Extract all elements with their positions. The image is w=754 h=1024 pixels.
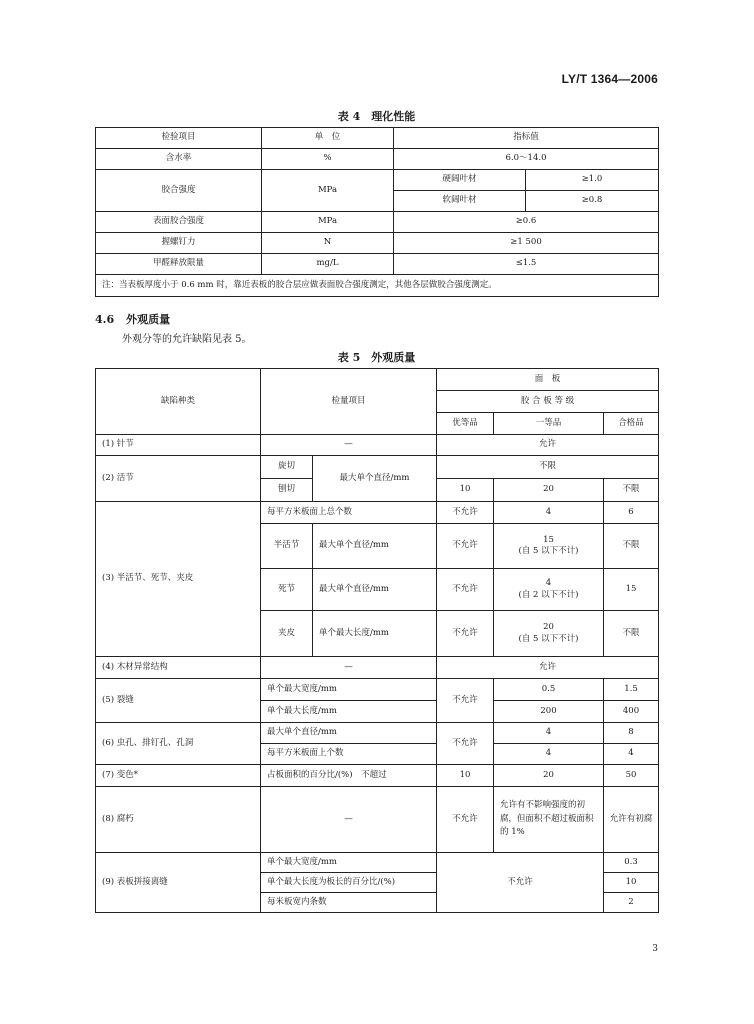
value-line: 15 xyxy=(543,534,554,545)
table-note: 注：当表板厚度小于 0.6 mm 时，靠近表板的胶合层应做表面胶合强度测定，其他各层做胶合强度测定。 xyxy=(96,275,659,297)
table-cell: 1.5 xyxy=(604,679,659,701)
table-cell: (1) 针节 xyxy=(96,435,261,456)
section-title: 外观质量 xyxy=(126,313,171,326)
table-cell: 20 xyxy=(494,765,604,787)
table-row xyxy=(96,456,659,479)
table-row xyxy=(96,502,659,524)
value-line: 4 xyxy=(545,578,552,589)
table-cell: 4 xyxy=(494,502,604,524)
table-cell xyxy=(494,569,604,611)
table-cell: 不允许 xyxy=(437,853,604,913)
table-cell: 最大单个直径/mm xyxy=(313,456,437,502)
table-cell: 占板面积的百分比/(%) 不超过 xyxy=(261,765,437,787)
header-cell: 胶 合 板 等 级 xyxy=(437,391,659,413)
table-cell: 不允许 xyxy=(437,723,494,765)
table-cell: (5) 裂缝 xyxy=(96,679,261,723)
table-cell: 软阔叶材 xyxy=(394,191,526,212)
table-cell: 刨切 xyxy=(261,479,313,502)
table-row xyxy=(96,149,659,170)
table-cell: 最大单个直径/mm xyxy=(261,723,437,744)
table5-caption: 表 5 外观质量 xyxy=(337,351,416,364)
table-cell: 单个最大宽度/mm xyxy=(261,853,437,873)
table-cell: 死节 xyxy=(261,569,313,611)
table-cell: (4) 木材异常结构 xyxy=(96,657,261,679)
table-cell: ≥1 500 xyxy=(394,233,659,254)
table-cell: 胶合强度 xyxy=(96,170,262,212)
table-cell: (3) 半活节、死节、夹皮 xyxy=(96,502,261,657)
table-cell: 4 xyxy=(494,723,604,744)
table-cell: 表面胶合强度 xyxy=(96,212,262,233)
table-cell: ≥0.6 xyxy=(394,212,659,233)
table-row xyxy=(96,254,659,275)
header-cell: 指标值 xyxy=(394,128,659,149)
table-cell: % xyxy=(262,149,394,170)
table-cell: 400 xyxy=(604,701,659,723)
table-cell xyxy=(494,611,604,657)
table-cell: MPa xyxy=(262,212,394,233)
table-cell: 10 xyxy=(437,765,494,787)
header-cell: 检量项目 xyxy=(261,369,437,435)
table-cell: 不限 xyxy=(437,456,659,479)
table-cell: 2 xyxy=(604,893,659,913)
table-cell: — xyxy=(261,657,437,679)
table-cell: N xyxy=(262,233,394,254)
table-row xyxy=(96,657,659,679)
table-cell: 不限 xyxy=(604,611,659,657)
table-row xyxy=(96,435,659,456)
table-cell: 0.5 xyxy=(494,679,604,701)
header-cell: 缺陷种类 xyxy=(96,369,261,435)
table-cell: 不允许 xyxy=(437,611,494,657)
header-cell: 检验项目 xyxy=(96,128,262,149)
table-cell: 允许 xyxy=(437,657,659,679)
table-row xyxy=(96,853,659,873)
table5-appearance-quality xyxy=(95,368,659,913)
table-cell: 不允许 xyxy=(437,679,494,723)
table-cell: (7) 变色* xyxy=(96,765,261,787)
section-paragraph: 外观分等的允许缺陷见表 5。 xyxy=(122,334,252,345)
table-cell: 单个最大长度为板长的百分比/(%) xyxy=(261,873,437,893)
table-cell: 6.0～14.0 xyxy=(394,149,659,170)
table-cell: 8 xyxy=(604,723,659,744)
table-row xyxy=(96,765,659,787)
table-cell: 最大单个直径/mm xyxy=(313,569,437,611)
table-cell: 单个最大长度/mm xyxy=(261,701,437,723)
table-cell: ≤1.5 xyxy=(394,254,659,275)
table-row xyxy=(96,275,659,297)
value-note: (自 5 以下不计) xyxy=(518,633,579,644)
table-cell: 0.3 xyxy=(604,853,659,873)
table-cell: 每米板宽内条数 xyxy=(261,893,437,913)
table-cell: 不允许 xyxy=(437,524,494,569)
table-cell: (9) 表板拼接离缝 xyxy=(96,853,261,913)
table-cell: 不允许 xyxy=(437,502,494,524)
table-cell: 半活节 xyxy=(261,524,313,569)
table-cell: 不限 xyxy=(604,524,659,569)
table-cell: 夹皮 xyxy=(261,611,313,657)
table-cell: 20 xyxy=(494,479,604,502)
value-note: (自 2 以下不计) xyxy=(518,589,579,600)
table-cell: ≥0.8 xyxy=(526,191,659,212)
table-cell: 最大单个直径/mm xyxy=(313,524,437,569)
table-cell: 允许有初腐 xyxy=(604,787,659,853)
table-cell: (8) 腐朽 xyxy=(96,787,261,853)
table-cell: 10 xyxy=(437,479,494,502)
table4-caption: 表 4 理化性能 xyxy=(337,110,416,123)
table-cell: 允许 xyxy=(437,435,659,456)
table-row xyxy=(96,369,659,391)
header-cell: 面 板 xyxy=(437,369,659,391)
header-cell: 一等品 xyxy=(494,413,604,435)
table-cell: 含水率 xyxy=(96,149,262,170)
table-cell: 允许有不影响强度的初腐，但面积不超过板面积的 1% xyxy=(494,787,604,853)
standard-code: LY/T 1364—2006 xyxy=(561,72,658,86)
value-note: (自 5 以下不计) xyxy=(518,546,579,556)
table-cell: 4 xyxy=(494,744,604,765)
table-row xyxy=(96,212,659,233)
table-cell: 握螺钉力 xyxy=(96,233,262,254)
table-cell: 4 xyxy=(604,744,659,765)
table-cell: 单个最大宽度/mm xyxy=(261,679,437,701)
table-row xyxy=(96,679,659,701)
table-cell: 单个最大长度/mm xyxy=(313,611,437,657)
table-cell: 15 xyxy=(604,569,659,611)
table-cell: 旋切 xyxy=(261,456,313,479)
header-cell: 优等品 xyxy=(437,413,494,435)
value-line: 20 xyxy=(543,622,554,633)
table-cell: 不允许 xyxy=(437,569,494,611)
table-cell xyxy=(494,524,604,569)
table-cell: (6) 虫孔、排钉孔、孔洞 xyxy=(96,723,261,765)
header-cell: 单 位 xyxy=(262,128,394,149)
table-cell: mg/L xyxy=(262,254,394,275)
table-cell: 10 xyxy=(604,873,659,893)
table-row xyxy=(96,723,659,744)
table-cell: 6 xyxy=(604,502,659,524)
table-cell: (2) 活节 xyxy=(96,456,261,502)
table-cell: 不限 xyxy=(604,479,659,502)
table-cell: 每平方米板面上总个数 xyxy=(261,502,437,524)
table-cell: 硬阔叶材 xyxy=(394,170,526,191)
page-number: 3 xyxy=(652,944,658,954)
table-cell: — xyxy=(261,435,437,456)
section-heading xyxy=(95,311,170,327)
table-row xyxy=(96,128,659,149)
table4-physical-chemical xyxy=(95,127,659,297)
table-cell: ≥1.0 xyxy=(526,170,659,191)
table-cell: MPa xyxy=(262,170,394,212)
table-row xyxy=(96,233,659,254)
table-cell: — xyxy=(261,787,437,853)
table-row xyxy=(96,170,659,191)
table-cell: 50 xyxy=(604,765,659,787)
header-cell: 合格品 xyxy=(604,413,659,435)
section-number: 4.6 xyxy=(95,313,115,326)
table-row xyxy=(96,787,659,853)
table-cell: 200 xyxy=(494,701,604,723)
table-cell: 每平方米板面上个数 xyxy=(261,744,437,765)
table-cell: 不允许 xyxy=(437,787,494,853)
table-cell: 甲醛释放限量 xyxy=(96,254,262,275)
